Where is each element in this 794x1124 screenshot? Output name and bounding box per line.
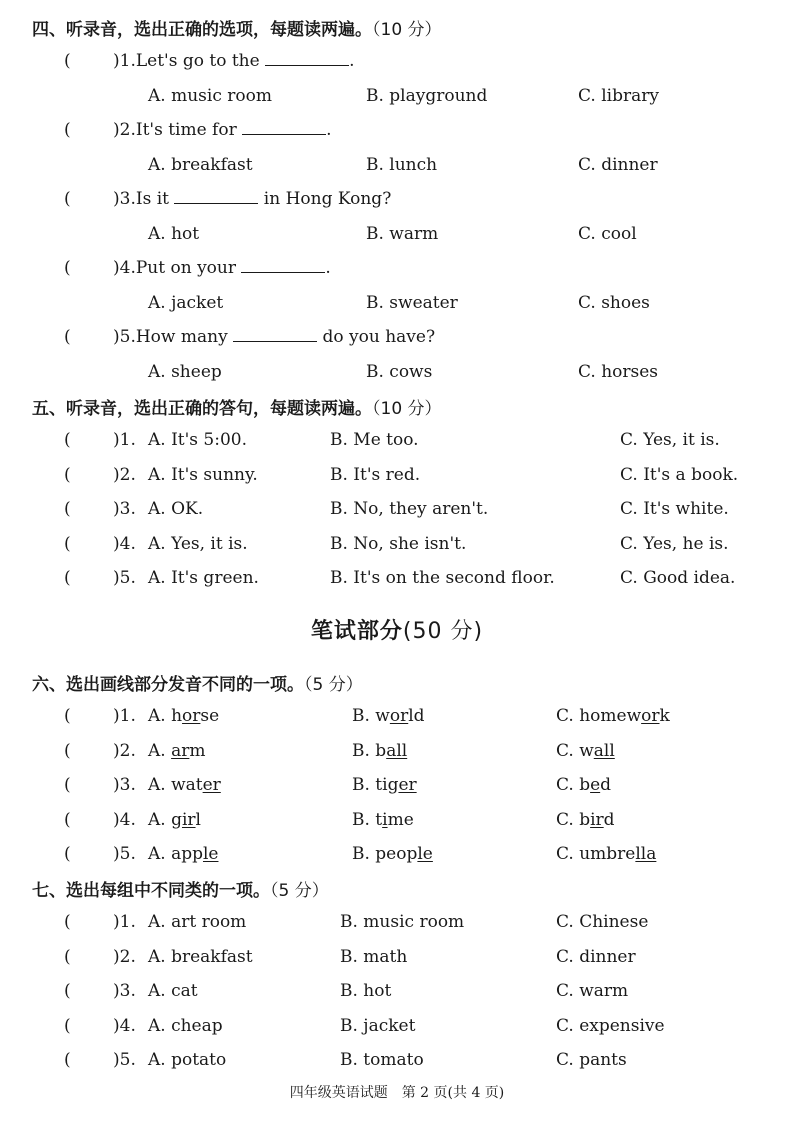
question-number: )4.: [113, 1016, 136, 1036]
option-c: C. bed: [556, 775, 612, 795]
question-number: )1.: [113, 430, 136, 450]
option-c: C. warm: [556, 981, 629, 1001]
answer-paren[interactable]: (: [64, 534, 71, 554]
section-7-heading: [32, 876, 329, 901]
s7-question-5: [0, 1047, 794, 1073]
answer-paren[interactable]: (: [64, 189, 71, 209]
option-b: B. people: [352, 844, 433, 864]
answer-paren[interactable]: (: [64, 499, 71, 519]
option-b: B. world: [352, 706, 425, 726]
question-text: )5.How many do you have?: [113, 327, 436, 347]
option-b: B. hot: [340, 981, 392, 1001]
option-a: A. arm: [148, 741, 206, 761]
answer-paren[interactable]: (: [64, 912, 71, 932]
option-a: A. jacket: [148, 293, 224, 313]
question-number: )1.: [113, 912, 136, 932]
answer-paren[interactable]: (: [64, 465, 71, 485]
answer-paren[interactable]: (: [64, 741, 71, 761]
question-number: )2.: [113, 465, 136, 485]
option-b: B. It's on the second floor.: [330, 568, 555, 588]
s4-options-3: [0, 221, 794, 247]
s4-question-1: [0, 48, 794, 74]
option-a: A. OK.: [148, 499, 204, 519]
section-4-title: 四、听录音，选出正确的选项，每题读两遍。: [32, 20, 372, 40]
option-a: A. apple: [148, 844, 219, 864]
s6-question-1: [0, 703, 794, 729]
question-number: )5.: [113, 1050, 136, 1070]
option-a: A. potato: [148, 1050, 227, 1070]
option-c: C. wall: [556, 741, 615, 761]
blank-line: [233, 327, 317, 342]
option-b: B. tomato: [340, 1050, 424, 1070]
question-number: )3.: [113, 981, 136, 1001]
blank-line: [242, 120, 326, 135]
answer-paren[interactable]: (: [64, 947, 71, 967]
option-b: B. lunch: [366, 155, 438, 175]
option-b: B. It's red.: [330, 465, 421, 485]
option-c: C. shoes: [578, 293, 650, 313]
option-a: A. It's 5:00.: [148, 430, 248, 450]
answer-paren[interactable]: (: [64, 258, 71, 278]
question-number: )1.: [113, 706, 136, 726]
option-a: A. breakfast: [148, 155, 253, 175]
s4-options-5: [0, 359, 794, 385]
written-part-title: 笔试部分(50 分): [310, 619, 484, 644]
option-b: B. sweater: [366, 293, 458, 313]
s4-question-5: [0, 324, 794, 350]
blank-line: [174, 189, 258, 204]
s4-question-2: [0, 117, 794, 143]
s7-question-2: [0, 944, 794, 970]
option-c: C. dinner: [578, 155, 658, 175]
option-b: B. math: [340, 947, 408, 967]
option-a: A. It's sunny.: [148, 465, 258, 485]
question-number: )5.: [113, 844, 136, 864]
question-number: )3.: [113, 499, 136, 519]
section-5-title: 五、听录音，选出正确的答句，每题读两遍。: [32, 399, 372, 419]
section-6-heading: [32, 670, 363, 695]
s6-question-4: [0, 807, 794, 833]
s6-question-3: [0, 772, 794, 798]
option-b: B. time: [352, 810, 414, 830]
section-4-heading: [32, 15, 442, 40]
s4-question-4: [0, 255, 794, 281]
option-b: B. No, she isn't.: [330, 534, 467, 554]
option-c: C. pants: [556, 1050, 627, 1070]
s7-question-1: [0, 909, 794, 935]
question-number: )2.: [113, 741, 136, 761]
option-c: C. umbrella: [556, 844, 657, 864]
option-a: A. Yes, it is.: [148, 534, 248, 554]
section-6-points: （5 分）: [304, 675, 363, 695]
option-b: B. jacket: [340, 1016, 416, 1036]
option-c: C. bird: [556, 810, 615, 830]
question-number: )4.: [113, 534, 136, 554]
s5-question-4: [0, 531, 794, 557]
answer-paren[interactable]: (: [64, 51, 71, 71]
question-text: )3.Is it in Hong Kong?: [113, 189, 392, 209]
option-b: B. warm: [366, 224, 439, 244]
option-c: C. expensive: [556, 1016, 665, 1036]
s7-question-4: [0, 1013, 794, 1039]
blank-line: [241, 258, 325, 273]
s7-question-3: [0, 978, 794, 1004]
option-a: A. breakfast: [148, 947, 253, 967]
answer-paren[interactable]: (: [64, 430, 71, 450]
option-b: B. music room: [340, 912, 465, 932]
option-c: C. Good idea.: [620, 568, 736, 588]
answer-paren[interactable]: (: [64, 120, 71, 140]
answer-paren[interactable]: (: [64, 568, 71, 588]
question-number: )5.: [113, 568, 136, 588]
option-a: A. cheap: [148, 1016, 223, 1036]
option-a: A. It's green.: [148, 568, 259, 588]
s5-question-5: [0, 565, 794, 591]
option-c: C. Yes, he is.: [620, 534, 729, 554]
option-b: B. cows: [366, 362, 433, 382]
option-c: C. horses: [578, 362, 659, 382]
question-text: )2.It's time for .: [113, 120, 332, 140]
option-c: C. It's white.: [620, 499, 729, 519]
s4-options-1: [0, 83, 794, 109]
option-a: A. hot: [148, 224, 200, 244]
question-text: )1.Let's go to the .: [113, 51, 355, 71]
s5-question-2: [0, 462, 794, 488]
option-b: B. playground: [366, 86, 488, 106]
section-6-title: 六、选出画线部分发音不同的一项。: [32, 675, 304, 695]
section-5-points: （10 分）: [372, 399, 442, 419]
option-a: A. art room: [148, 912, 247, 932]
answer-paren[interactable]: (: [64, 981, 71, 1001]
answer-paren[interactable]: (: [64, 810, 71, 830]
answer-paren[interactable]: (: [64, 775, 71, 795]
section-7-points: （5 分）: [270, 881, 329, 901]
option-b: B. ball: [352, 741, 408, 761]
s6-question-5: [0, 841, 794, 867]
option-c: C. It's a book.: [620, 465, 739, 485]
s4-question-3: [0, 186, 794, 212]
answer-paren[interactable]: (: [64, 706, 71, 726]
option-b: B. Me too.: [330, 430, 419, 450]
page-footer: 四年级英语试题 第 2 页(共 4 页): [289, 1085, 505, 1101]
option-a: A. sheep: [148, 362, 222, 382]
option-b: B. tiger: [352, 775, 417, 795]
option-a: A. horse: [148, 706, 220, 726]
option-a: A. girl: [148, 810, 201, 830]
option-c: C. dinner: [556, 947, 636, 967]
question-text: )4.Put on your .: [113, 258, 331, 278]
section-4-points: （10 分）: [372, 20, 442, 40]
s4-options-4: [0, 290, 794, 316]
option-a: A. music room: [148, 86, 272, 106]
section-5-heading: [32, 394, 442, 419]
blank-line: [265, 51, 349, 66]
answer-paren[interactable]: (: [64, 844, 71, 864]
question-number: )2.: [113, 947, 136, 967]
s5-question-1: [0, 427, 794, 453]
answer-paren[interactable]: (: [64, 327, 71, 347]
option-a: A. cat: [148, 981, 198, 1001]
option-c: C. library: [578, 86, 659, 106]
answer-paren[interactable]: (: [64, 1016, 71, 1036]
answer-paren[interactable]: (: [64, 1050, 71, 1070]
s6-question-2: [0, 738, 794, 764]
section-7-title: 七、选出每组中不同类的一项。: [32, 881, 270, 901]
option-c: C. homework: [556, 706, 670, 726]
s5-question-3: [0, 496, 794, 522]
s4-options-2: [0, 152, 794, 178]
option-c: C. Chinese: [556, 912, 649, 932]
option-a: A. water: [148, 775, 221, 795]
question-number: )4.: [113, 810, 136, 830]
option-b: B. No, they aren't.: [330, 499, 489, 519]
question-number: )3.: [113, 775, 136, 795]
option-c: C. Yes, it is.: [620, 430, 720, 450]
option-c: C. cool: [578, 224, 637, 244]
